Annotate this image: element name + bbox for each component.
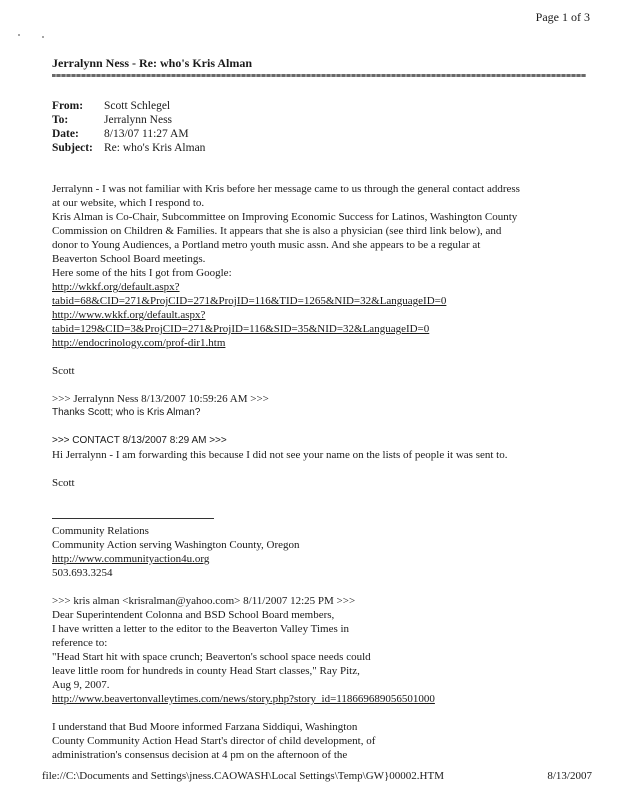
quote-text: administration's consensus decision at 4 pm on the afternoon of the (52, 749, 348, 761)
link-wkkf-2[interactable]: http://www.wkkf.org/default.aspx? (52, 309, 206, 321)
body-line: Beaverton School Board meetings. (52, 253, 206, 265)
page-number: Page 1 of 3 (535, 10, 590, 24)
to-value: Jerralynn Ness (104, 114, 173, 126)
from-label: From: (52, 100, 84, 112)
org-department: Community Relations (52, 525, 149, 537)
date-row (52, 127, 205, 141)
email-title: Jerralynn Ness - Re: who's Kris Alman (52, 56, 252, 70)
link-wkkf-1[interactable]: http://wkkf.org/default.aspx? (52, 281, 180, 293)
org-phone: 503.693.3254 (52, 567, 113, 579)
quote-header: >>> Jerralynn Ness 8/13/2007 10:59:26 AM >>> (52, 393, 269, 405)
date-value: 8/13/07 11:27 AM (104, 128, 189, 140)
scan-speck (18, 34, 20, 36)
quote-text: Thanks Scott; who is Kris Alman? (52, 407, 201, 418)
footer-path: file://C:\Documents and Settings\jness.CAOWASH\Local Settings\Temp\GW}00002.HTM (42, 770, 445, 782)
link-wkkf-2-cont[interactable]: tabid=129&CID=3&ProjCID=271&ProjID=116&SID=35&NID=32&LanguageID=0 (52, 323, 430, 335)
body-line: at our website, which I respond to. (52, 197, 205, 209)
subject-label: Subject: (52, 142, 93, 154)
signature-divider (52, 518, 214, 519)
quote-header: >>> CONTACT 8/13/2007 8:29 AM >>> (52, 435, 227, 446)
quote-text: leave little room for hundreds in county Head Start classes," Ray Pitz, (52, 665, 360, 677)
email-body (52, 182, 598, 762)
from-row (52, 99, 205, 113)
print-footer (42, 770, 592, 782)
link-endocrinology[interactable]: http://endocrinology.com/prof-dir1.htm (52, 337, 226, 349)
to-label: To: (52, 114, 69, 126)
body-line: Here some of the hits I got from Google: (52, 267, 232, 279)
body-line: donor to Young Audiences, a Portland metro youth music assn. And she appears to be a regular at (52, 239, 481, 251)
link-wkkf-1-cont[interactable]: tabid=68&CID=271&ProjCID=271&ProjID=116&TID=1265&NID=32&LanguageID=0 (52, 295, 447, 307)
org-link[interactable]: http://www.communityaction4u.org (52, 553, 210, 565)
title-divider (52, 74, 586, 77)
from-value: Scott Schlegel (104, 100, 171, 112)
quote-text: I understand that Bud Moore informed Farzana Siddiqui, Washington (52, 721, 358, 733)
quote-text: County Community Action Head Start's director of child development, of (52, 735, 376, 747)
signature: Scott (52, 477, 75, 489)
signature: Scott (52, 365, 75, 377)
quote-text: I have written a letter to the editor to the Beaverton Valley Times in (52, 623, 350, 635)
org-name: Community Action serving Washington County, Oregon (52, 539, 300, 551)
footer-date: 8/13/2007 (547, 770, 592, 782)
body-line: Jerralynn - I was not familiar with Kris before her message came to us through the general contact address (52, 183, 520, 195)
body-line: Kris Alman is Co-Chair, Subcommittee on Improving Economic Success for Latinos, Washington County (52, 211, 518, 223)
to-row (52, 113, 205, 127)
email-header (52, 99, 205, 155)
article-link[interactable]: http://www.beavertonvalleytimes.com/news/story.php?story_id=118669689056501000 (52, 693, 435, 705)
scan-speck (42, 36, 44, 38)
subject-row (52, 141, 205, 155)
quote-header: >>> kris alman <krisralman@yahoo.com> 8/11/2007 12:25 PM >>> (52, 595, 356, 607)
quote-text: Dear Superintendent Colonna and BSD School Board members, (52, 609, 335, 621)
subject-value: Re: who's Kris Alman (104, 142, 206, 154)
quote-text: Hi Jerralynn - I am forwarding this because I did not see your name on the lists of people it was sent to. (52, 449, 508, 461)
quote-text: "Head Start hit with space crunch; Beaverton's school space needs could (52, 651, 371, 663)
date-label: Date: (52, 128, 79, 140)
quote-text: Aug 9, 2007. (52, 679, 110, 691)
quote-text: reference to: (52, 637, 108, 649)
body-line: Commission on Children & Families. It appears that she is also a physician (see third link below), and (52, 225, 502, 237)
